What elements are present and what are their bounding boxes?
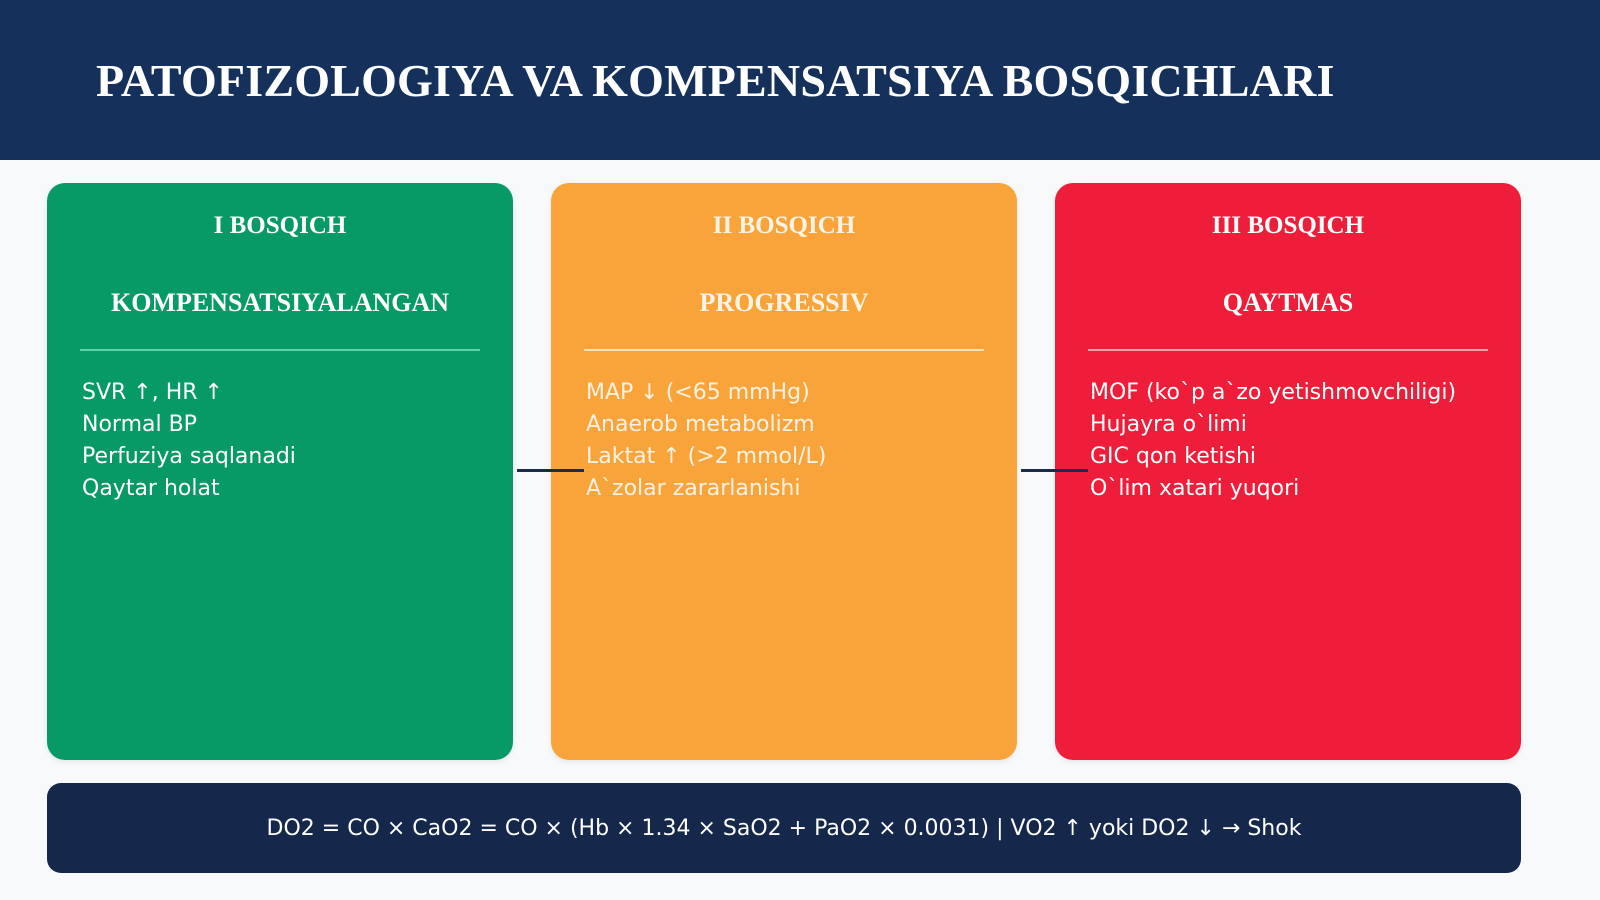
list-item: A`zolar zararlanishi	[586, 476, 801, 501]
formula-text: DO2 = CO × CaO2 = CO × (Hb × 1.34 × SaO2 + PaO2 × 0.0031) | VO2 ↑ yoki DO2 ↓ → Shok	[266, 815, 1302, 841]
formula-bar	[47, 783, 1521, 873]
stage-number: III BOSQICH	[1211, 212, 1365, 239]
stage-card-3	[1055, 183, 1521, 760]
stage-card-2	[551, 183, 1017, 760]
stage-items	[1090, 377, 1488, 505]
list-item: O`lim xatari yuqori	[1090, 476, 1300, 501]
stage-items	[586, 377, 984, 505]
card-divider	[584, 349, 984, 351]
page-title: PATOFIZOLOGIYA VA KOMPENSATSIYA BOSQICHLARI	[96, 55, 1335, 106]
list-item: Normal BP	[82, 412, 197, 437]
stage-items	[82, 377, 480, 505]
list-item: Hujayra o`limi	[1090, 412, 1247, 437]
list-item: Perfuziya saqlanadi	[82, 444, 296, 469]
stage-name: QAYTMAS	[1222, 288, 1354, 317]
connector-line	[517, 469, 584, 472]
list-item: MOF (ko`p a`zo yetishmovchiligi)	[1090, 380, 1457, 405]
stage-name: PROGRESSIV	[699, 288, 869, 317]
stage-card-1	[47, 183, 513, 760]
list-item: Qaytar holat	[82, 476, 220, 501]
list-item: SVR ↑, HR ↑	[82, 380, 223, 405]
list-item: Anaerob metabolizm	[586, 412, 815, 437]
stage-number: I BOSQICH	[213, 212, 347, 239]
list-item: GIC qon ketishi	[1090, 444, 1256, 469]
stage-name: KOMPENSATSIYALANGAN	[110, 288, 450, 317]
card-divider	[80, 349, 480, 351]
header-bar	[0, 0, 1600, 160]
stage-number: II BOSQICH	[712, 212, 856, 239]
list-item: MAP ↓ (<65 mmHg)	[586, 380, 810, 405]
list-item: Laktat ↑ (>2 mmol/L)	[586, 444, 827, 469]
connector-line	[1021, 469, 1088, 472]
card-divider	[1088, 349, 1488, 351]
